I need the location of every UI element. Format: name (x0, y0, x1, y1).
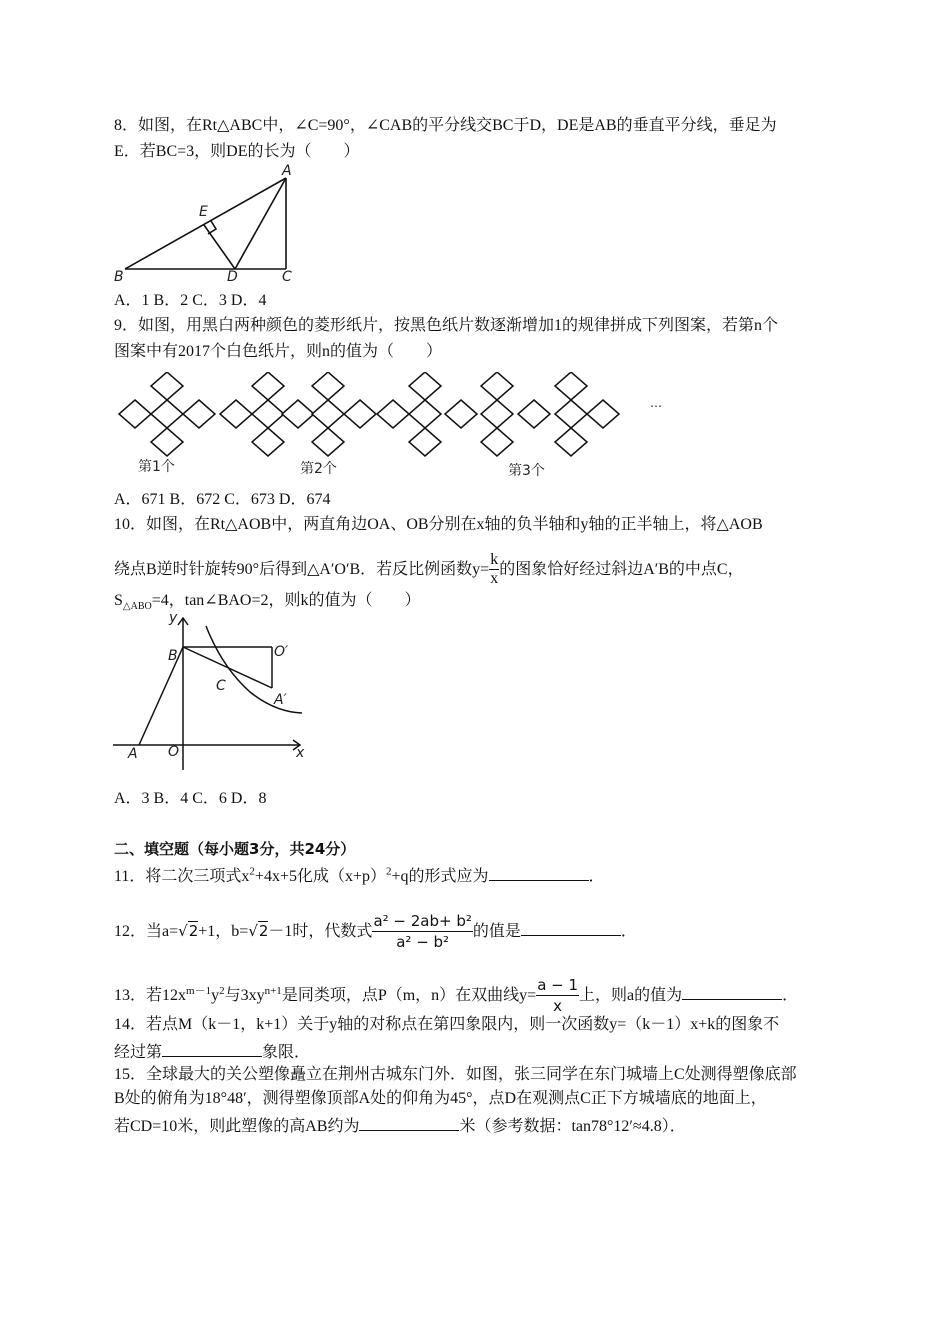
q13-text-e: 上，则a的值为 (579, 987, 683, 1005)
fraction-numerator: k (490, 551, 499, 568)
q9-rhombus-pattern-figure (110, 372, 710, 482)
q10-label-o: O (168, 744, 180, 760)
q10-stem-line3 (114, 591, 421, 611)
q13-text-b: y (211, 987, 220, 1005)
q13-sup-2: 2 (219, 984, 225, 997)
q13-stem (114, 976, 798, 1017)
q12-fraction (372, 911, 472, 952)
q8-triangle-figure (110, 165, 300, 287)
q10-coordinate-figure (110, 612, 315, 772)
q10-line2-text-a: 绕点B逆时针旋转90°后得到△A′O′B．若反比例函数y= (114, 561, 490, 579)
q8-label-d: D (227, 269, 238, 285)
q11-stem (114, 864, 605, 887)
q10-line3-text: =4，tan∠BAO=2，则k的值为（ ） (151, 592, 421, 609)
q8-label-a: A (282, 163, 292, 179)
q11-sup-1: 2 (249, 865, 255, 878)
q14-text-a: 经过第 (114, 1044, 163, 1061)
q9-ellipsis: … (650, 396, 662, 410)
q10-label-a: A (128, 746, 138, 762)
q9-caption-3: 第3个 (508, 463, 545, 479)
q12-radicand-1: 2 (188, 922, 199, 941)
q14-stem-line1: 14．若点M（k－1，k+1）关于y轴的对称点在第四象限内，则一次函数y=（k－1）x+k的图象不 (114, 1016, 780, 1033)
q15-stem-line1: 15．全球最大的关公塑像矗立在荆州古城东门外．如图，张三同学在东门城墙上C处测得塑像底部 (114, 1066, 797, 1083)
q8-options: A．1 B．2 C．3 D．4 (114, 292, 267, 309)
q13-answer-blank[interactable] (682, 983, 782, 1000)
q10-options: A．3 B．4 C．6 D．8 (114, 790, 267, 807)
q8-label-b: B (114, 269, 124, 285)
q9-caption-1: 第1个 (138, 459, 175, 475)
q8-stem-line2: E．若BC=3，则DE的长为（ ） (114, 143, 360, 160)
q12-stem (114, 912, 637, 953)
fraction-numerator: a² − 2ab+ b² (373, 912, 472, 930)
q15-text-a: 若CD=10米，则此塑像的高AB约为 (114, 1118, 360, 1135)
q13-sup-1: m－1 (186, 984, 212, 997)
q8-label-c: C (282, 269, 292, 285)
q15-stem-line2: B处的俯角为18°48′，测得塑像顶部A处的仰角为45°，点D在观测点C正下方城墙底的地面上， (114, 1090, 767, 1107)
q12-end: ． (620, 923, 637, 941)
q12-radicand-2: 2 (258, 922, 269, 941)
q14-stem-line2 (114, 1040, 310, 1063)
q10-stem-line2 (114, 552, 744, 589)
q13-fraction (536, 975, 579, 1016)
q11-text-c: +q的形式应为 (391, 868, 489, 885)
section-2-heading: 二、填空题（每小题3分，共24分） (114, 840, 356, 858)
q11-sup-2: 2 (386, 865, 392, 878)
q9-stem-line1: 9．如图，用黑白两种颜色的菱形纸片，按黑色纸片数逐渐增加1的规律拼成下列图案，若第n个 (114, 317, 779, 334)
area-subscript: △ABO (122, 601, 152, 613)
q12-text-b: +1，b= (198, 923, 249, 941)
q12-answer-blank[interactable] (521, 919, 621, 936)
q9-options: A．671 B．672 C．673 D．674 (114, 491, 331, 508)
q10-label-o-prime: O′ (274, 644, 289, 660)
fraction-numerator: a − 1 (537, 976, 579, 994)
fraction-denominator: a² − b² (396, 933, 450, 951)
q12-text-a: 12．当a= (114, 923, 179, 941)
q10-stem-line1: 10．如图，在Rt△AOB中，两直角边OA、OB分别在x轴的负半轴和y轴的正半轴上，将△AOB (114, 516, 763, 533)
q13-sup-3: n+1 (264, 984, 282, 997)
sqrt-icon: √2 (178, 922, 199, 941)
sqrt-icon: √2 (248, 922, 269, 941)
q13-text-c: 与3xy (224, 987, 265, 1005)
q15-stem-line3 (114, 1114, 686, 1137)
q15-answer-blank[interactable] (359, 1114, 459, 1131)
q10-label-c: C (216, 678, 226, 694)
q14-text-b: 象限． (262, 1044, 311, 1061)
q11-answer-blank[interactable] (489, 864, 589, 881)
q10-fraction-k-over-x (489, 551, 499, 588)
q11-text-b: +4x+5化成（x+p） (254, 868, 386, 885)
fraction-denominator: x (553, 997, 563, 1015)
fraction-denominator: x (490, 570, 499, 587)
q9-stem-line2: 图案中有2017个白色纸片，则n的值为（ ） (114, 343, 443, 360)
q9-caption-2: 第2个 (300, 461, 337, 477)
q8-stem-line1: 8．如图，在Rt△ABC中，∠C=90°，∠CAB的平分线交BC于D，DE是AB的垂直平分线，垂足为 (114, 117, 777, 134)
q12-text-c: －1时，代数式 (268, 923, 373, 941)
q13-text-a: 13．若12x (114, 987, 187, 1005)
q13-text-d: 是同类项，点P（m，n）在双曲线y= (281, 987, 537, 1005)
q10-label-x: x (296, 745, 305, 761)
q10-label-y: y (169, 610, 178, 626)
q10-label-b: B (168, 648, 178, 664)
q11-end: ． (588, 868, 605, 885)
q10-label-a-prime: A′ (274, 692, 287, 708)
q14-answer-blank[interactable] (162, 1040, 262, 1057)
q11-text-a: 11．将二次三项式x (114, 868, 250, 885)
q8-label-e: E (199, 204, 208, 220)
area-symbol: S (114, 592, 123, 609)
q13-end: ． (782, 987, 799, 1005)
q15-text-b: 米（参考数据：tan78°12′≈4.8）． (459, 1118, 686, 1135)
q12-text-d: 的值是 (472, 923, 521, 941)
q10-line2-text-b: 的图象恰好经过斜边A′B的中点C， (499, 561, 744, 579)
